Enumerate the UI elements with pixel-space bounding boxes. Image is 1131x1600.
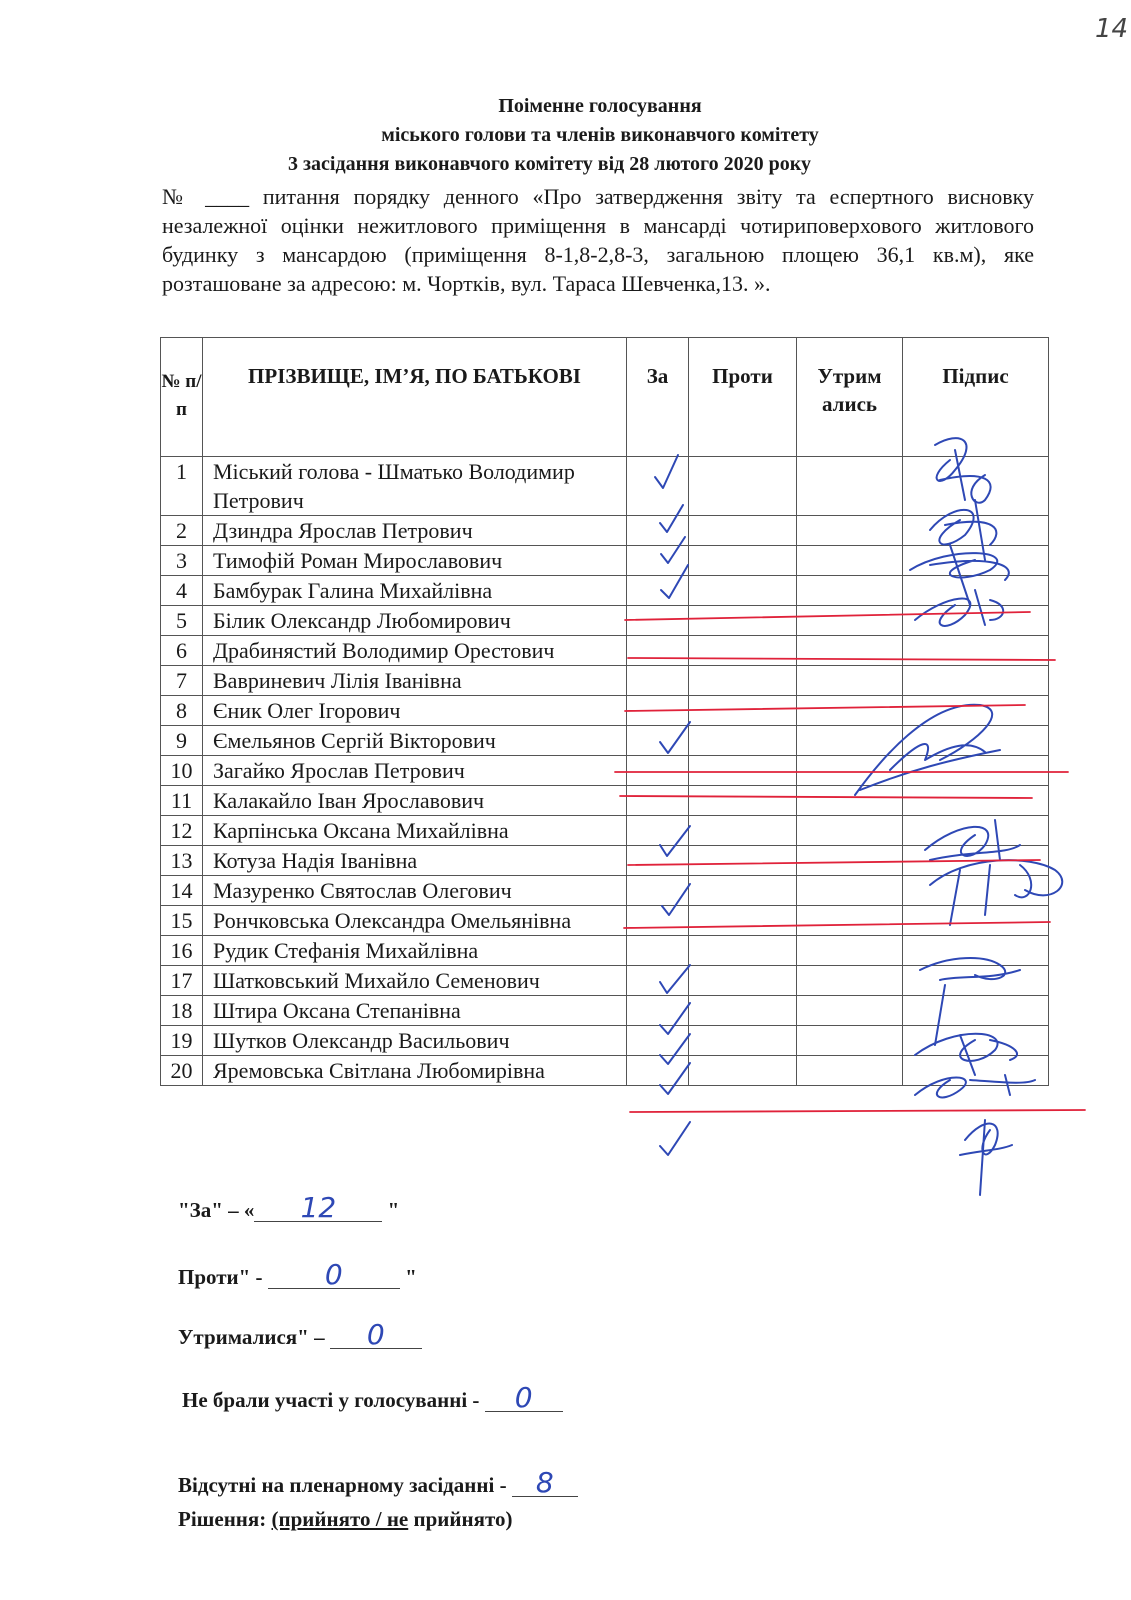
row-number: 19	[161, 1026, 203, 1056]
row-number: 3	[161, 546, 203, 576]
row-number: 1	[161, 457, 203, 516]
total-abstained	[178, 1318, 422, 1351]
header-number: № п/п	[161, 338, 203, 457]
member-name: Штира Оксана Степанівна	[203, 996, 627, 1026]
total-absent	[178, 1466, 578, 1499]
table-row	[161, 906, 1049, 936]
total-for-value: 12	[254, 1195, 382, 1222]
check-mark-row-20	[660, 1122, 690, 1155]
row-number: 12	[161, 816, 203, 846]
total-for-close: "	[382, 1198, 400, 1222]
voting-table	[160, 337, 1049, 1086]
row-number: 11	[161, 786, 203, 816]
row-number: 8	[161, 696, 203, 726]
row-number: 20	[161, 1056, 203, 1086]
row-number: 10	[161, 756, 203, 786]
row-number: 15	[161, 906, 203, 936]
member-name: Загайко Ярослав Петрович	[203, 756, 627, 786]
row-number: 14	[161, 876, 203, 906]
table-row	[161, 576, 1049, 606]
doc-title-line1: Поіменне голосування	[498, 95, 702, 117]
member-name: Шатковський Михайло Семенович	[203, 966, 627, 996]
member-name: Мазуренко Святослав Олегович	[203, 876, 627, 906]
table-row	[161, 1026, 1049, 1056]
member-name: Драбинястий Володимир Орестович	[203, 636, 627, 666]
table-row	[161, 516, 1049, 546]
table-row	[161, 606, 1049, 636]
table-row	[161, 546, 1049, 576]
agenda-question: № ____ питання порядку денного «Про затвердження звіту та еспертного висновку незалежної оцінки нежитлового приміщення в мансарді чотириповерхового житлового будинку з мансардою (приміщення 8-1,8-2,8-3, загальною площею 36,1 кв.м), яке розташоване за адресою: м. Чортків, вул. Тараса Шевченка,13. ».	[162, 184, 1034, 296]
row-number: 7	[161, 666, 203, 696]
total-not-voted	[182, 1381, 563, 1414]
member-name: Рудик Стефанія Михайлівна	[203, 936, 627, 966]
strike-line-row-19	[630, 1110, 1085, 1112]
member-name: Бамбурак Галина Михайлівна	[203, 576, 627, 606]
member-name: Єник Олег Ігорович	[203, 696, 627, 726]
total-against-label: Проти" -	[178, 1265, 268, 1289]
member-name: Ємельянов Сергій Вікторович	[203, 726, 627, 756]
member-name: Вавриневич Лілія Іванівна	[203, 666, 627, 696]
table-row	[161, 876, 1049, 906]
row-number: 2	[161, 516, 203, 546]
table-row	[161, 966, 1049, 996]
table-row	[161, 726, 1049, 756]
total-absent-value: 8	[512, 1470, 578, 1497]
decision	[178, 1507, 512, 1532]
doc-title-line3	[160, 150, 1040, 179]
table-row	[161, 996, 1049, 1026]
decision-label: Рішення:	[178, 1507, 272, 1531]
table-row	[161, 636, 1049, 666]
row-number: 9	[161, 726, 203, 756]
row-number: 18	[161, 996, 203, 1026]
table-row	[161, 696, 1049, 726]
decision-rest: прийнято)	[408, 1507, 513, 1531]
decision-accepted: (прийнято / не	[271, 1507, 409, 1531]
member-name: Тимофій Роман Мирославович	[203, 546, 627, 576]
row-number: 13	[161, 846, 203, 876]
total-abstained-label: Утрималися" –	[178, 1325, 330, 1349]
table-row	[161, 1056, 1049, 1086]
member-name: Шутков Олександр Васильович	[203, 1026, 627, 1056]
total-against	[178, 1258, 417, 1291]
doc-title-line3-text: 3 засідання виконавчого комітету від 28 лютого 2020 року	[288, 153, 812, 175]
row-number: 5	[161, 606, 203, 636]
total-abstained-value: 0	[330, 1322, 422, 1349]
header-against: Проти	[689, 338, 797, 457]
page-number: 14	[1095, 14, 1129, 44]
member-name: Карпінська Оксана Михайлівна	[203, 816, 627, 846]
table-row	[161, 457, 1049, 516]
row-number: 4	[161, 576, 203, 606]
signature-20	[960, 1120, 1012, 1195]
total-for-label: "За" – «	[178, 1198, 255, 1222]
header-signature: Підпис	[903, 338, 1049, 457]
total-absent-label: Відсутні на пленарному засіданні -	[178, 1473, 512, 1497]
table-row	[161, 936, 1049, 966]
table-row	[161, 756, 1049, 786]
header-name: ПРІЗВИЩЕ, ІМ’Я, ПО БАТЬКОВІ	[203, 338, 627, 457]
table-row	[161, 816, 1049, 846]
total-not-voted-label: Не брали участі у голосуванні -	[182, 1388, 485, 1412]
doc-title-line2: міського голови та членів виконавчого комітету	[381, 124, 819, 146]
total-for	[178, 1191, 400, 1224]
row-number: 6	[161, 636, 203, 666]
member-name: Котуза Надія Іванівна	[203, 846, 627, 876]
table-row	[161, 666, 1049, 696]
total-not-voted-value: 0	[485, 1385, 563, 1412]
member-name: Дзиндра Ярослав Петрович	[203, 516, 627, 546]
table-row	[161, 786, 1049, 816]
row-number: 17	[161, 966, 203, 996]
header-abstained: Утрим ались	[797, 338, 903, 457]
member-name: Яремовська Світлана Любомирівна	[203, 1056, 627, 1086]
row-number: 16	[161, 936, 203, 966]
total-against-close: "	[399, 1265, 417, 1289]
header-for: За	[627, 338, 689, 457]
member-name: Калакайло Іван Ярославович	[203, 786, 627, 816]
table-header-row	[161, 338, 1049, 457]
table-row	[161, 846, 1049, 876]
member-name: Рончковська Олександра Омельянівна	[203, 906, 627, 936]
member-name: Білик Олександр Любомирович	[203, 606, 627, 636]
member-name: Міський голова - Шматько Володимир Петрович	[203, 457, 627, 516]
total-against-value: 0	[268, 1262, 400, 1289]
